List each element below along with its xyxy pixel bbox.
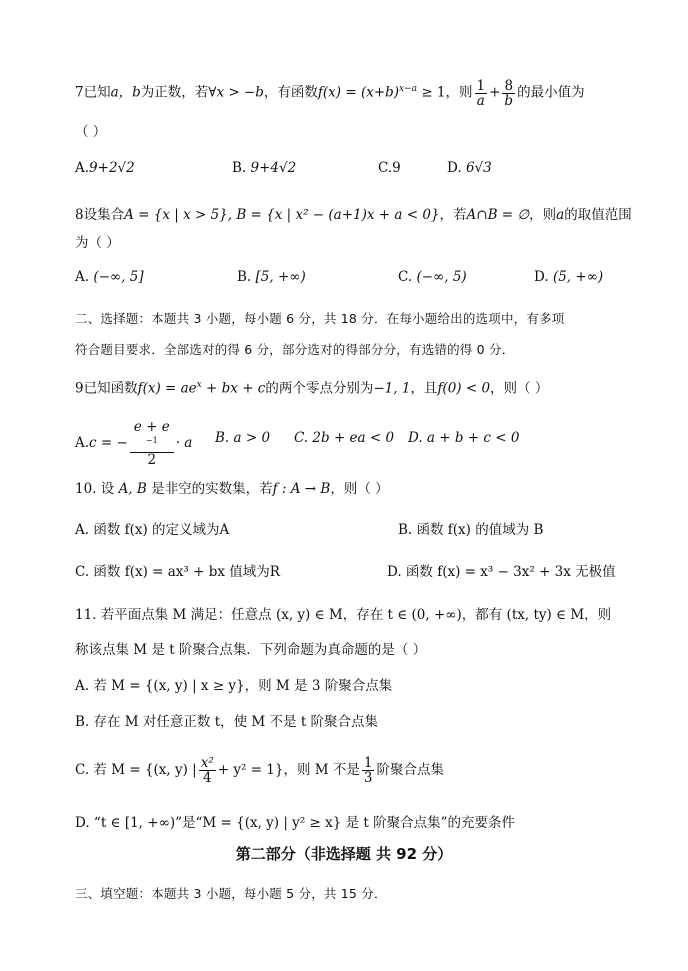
q10-mapping: f : A → B [272, 481, 331, 497]
q8-option-d[interactable] [534, 266, 603, 288]
option-label: C. [398, 269, 413, 285]
q9-text: 9已知函数 [75, 380, 138, 397]
q9-optA-lhs: c = − [89, 434, 128, 451]
q11-option-b[interactable]: B. 存在 M 对任意正数 t，使 M 不是 t 阶聚合点集 [75, 714, 379, 730]
q9-optA-den: 2 [130, 452, 174, 467]
q7-fraction-2 [502, 79, 515, 108]
option-label: A. [75, 434, 90, 451]
q7-text: 为正数，若 [140, 84, 209, 101]
q8-option-c[interactable] [398, 266, 467, 288]
q7-option-a[interactable] [75, 157, 135, 179]
q7-text: 的最小值为 [517, 84, 585, 101]
q7-function: f(x) = (x+b) [317, 84, 400, 101]
q9-optA-fraction [130, 420, 174, 467]
q10-option-d[interactable]: D. 函数 f(x) = x³ − 3x² + 3x 无极值 [387, 564, 616, 580]
q8-text: 8设集合 [75, 207, 125, 223]
q7-option-b[interactable] [232, 157, 296, 179]
option-text: 9+4√2 [250, 160, 297, 176]
q7-condition: ∀x > −b [208, 84, 264, 101]
q10-option-b[interactable]: B. 函数 f(x) 的值域为 B [398, 522, 544, 538]
option-text: (−∞, 5) [416, 269, 467, 285]
q8-var: a [556, 207, 565, 223]
q7-option-c[interactable] [378, 157, 401, 179]
q8-stem-line2: 为（ ） [75, 235, 120, 251]
q9-option-d[interactable]: D. a + b + c < 0 [408, 430, 520, 446]
q7-frac2-den: b [504, 92, 514, 109]
q8-text: 的取值范围 [564, 207, 632, 223]
q11-optC-num: x² [200, 755, 214, 771]
section3-instructions: 三、填空题：本题共 3 小题，每小题 5 分，共 15 分． [75, 886, 387, 901]
option-label: C. [378, 160, 393, 176]
q8-stem [75, 204, 632, 226]
q10-option-c[interactable]: C. 函数 f(x) = ax³ + bx 值域为R [75, 564, 280, 580]
q11-optC-fraction-2 [362, 756, 375, 785]
q7-frac1-den: a [475, 93, 488, 108]
q9-optA-tail: · a [175, 434, 193, 451]
q9-optA-num [130, 420, 174, 452]
q11-optC-text: 阶聚合点集 [376, 762, 444, 778]
q11-optC-den: 4 [199, 770, 216, 785]
option-label: B. [237, 269, 252, 285]
q8-text: ，则 [529, 207, 557, 223]
q11-option-c[interactable] [75, 756, 444, 785]
q7-plus: + [489, 84, 501, 101]
q10-text: ，则（ ） [330, 481, 389, 497]
option-text: 9+2√2 [89, 160, 135, 176]
option-label: B. [232, 160, 247, 176]
q7-vars: a，b [110, 84, 141, 101]
q7-frac2-num: 8 [504, 77, 514, 94]
option-text: (5, +∞) [552, 269, 604, 285]
q11-optC-text: + y² = 1}，则 M 不是 [217, 762, 360, 778]
q7-stem [75, 78, 628, 108]
q10-option-a[interactable]: A. 函数 f(x) 的定义域为A [75, 522, 230, 538]
q8-option-a[interactable] [75, 266, 144, 288]
q11-stem-line1: 11. 若平面点集 M 满足：任意点 (x, y) ∈ M，存在 t ∈ (0, +∞)，都有 (tx, ty) ∈ M，则 [75, 607, 612, 623]
q10-text: 10. 设 [75, 481, 115, 497]
q9-zeros: −1, 1 [373, 380, 411, 397]
q9-function: f(x) = ae [137, 380, 197, 397]
section2-instructions-line2: 符合题目要求．全部选对的得 6 分，部分选对的得部分分，有选错的得 0 分． [75, 342, 515, 357]
q11-option-d[interactable]: D. “t ∈ [1, +∞)”是“M = {(x, y) | y² ≥ x} 是 t 阶聚合点集”的充要条件 [75, 815, 516, 831]
q7-blank: （ ） [75, 124, 107, 140]
q9-exponent: x [196, 380, 202, 390]
q7-option-d[interactable] [447, 157, 492, 179]
q11-optC-fden: 3 [363, 770, 373, 786]
q11-optC-fraction [199, 756, 216, 785]
q7-fraction-1 [475, 79, 488, 108]
q10-sets: A, B [118, 481, 147, 497]
q11-optC-text: C. 若 M = {(x, y) | [75, 762, 197, 778]
q8-option-b[interactable] [237, 266, 306, 288]
q9-option-c[interactable]: C. 2b + ea < 0 [294, 430, 395, 446]
q9-stem [75, 374, 628, 400]
q9-text: ，则（ ） [490, 380, 549, 397]
option-label: D. [447, 160, 462, 176]
option-text: 6√3 [465, 160, 492, 176]
q11-optC-fnum: 1 [363, 755, 373, 771]
q9-condition: f(0) < 0 [437, 380, 491, 397]
q9-optA-num-sup: −1 [145, 436, 158, 445]
q8-sets: A = {x | x > 5}, B = {x | x² − (a+1)x + a < 0} [124, 207, 440, 223]
q8-text: ，若 [439, 207, 467, 223]
section2-instructions-line1: 二、选择题：本题共 3 小题，每小题 6 分，共 18 分．在每小题给出的选项中，有多项 [75, 311, 565, 326]
option-text: 9 [392, 160, 401, 176]
q11-option-a[interactable]: A. 若 M = {(x, y) | x ≥ y}，则 M 是 3 阶聚合点集 [75, 678, 393, 694]
option-label: A. [75, 269, 90, 285]
q10-stem [75, 478, 628, 500]
q7-text: ≥ 1，则 [417, 84, 473, 101]
part2-title: 第二部分（非选择题 共 92 分） [235, 845, 453, 863]
q7-text: 7已知 [75, 84, 111, 101]
q9-function-tail: + bx + c [201, 380, 266, 397]
option-label: D. [534, 269, 549, 285]
q9-text: ，且 [410, 380, 438, 397]
q7-exponent: x−a [399, 84, 418, 94]
option-label: A. [75, 160, 90, 176]
q9-text: 的两个零点分别为 [265, 380, 374, 397]
q7-text: ，有函数 [263, 84, 318, 101]
q9-optA-num-text: e + e [133, 419, 170, 435]
q11-stem-line2: 称该点集 M 是 t 阶聚合点集．下列命题为真命题的是（ ） [75, 642, 427, 658]
q9-option-b[interactable]: B. a > 0 [215, 430, 271, 446]
q10-text: 是非空的实数集，若 [151, 481, 273, 497]
q9-option-a[interactable] [75, 420, 192, 467]
q8-condition: A∩B = ∅ [466, 207, 530, 223]
q7-frac1-num: 1 [476, 77, 486, 94]
option-text: (−∞, 5] [93, 269, 144, 285]
option-text: [5, +∞) [255, 269, 306, 285]
